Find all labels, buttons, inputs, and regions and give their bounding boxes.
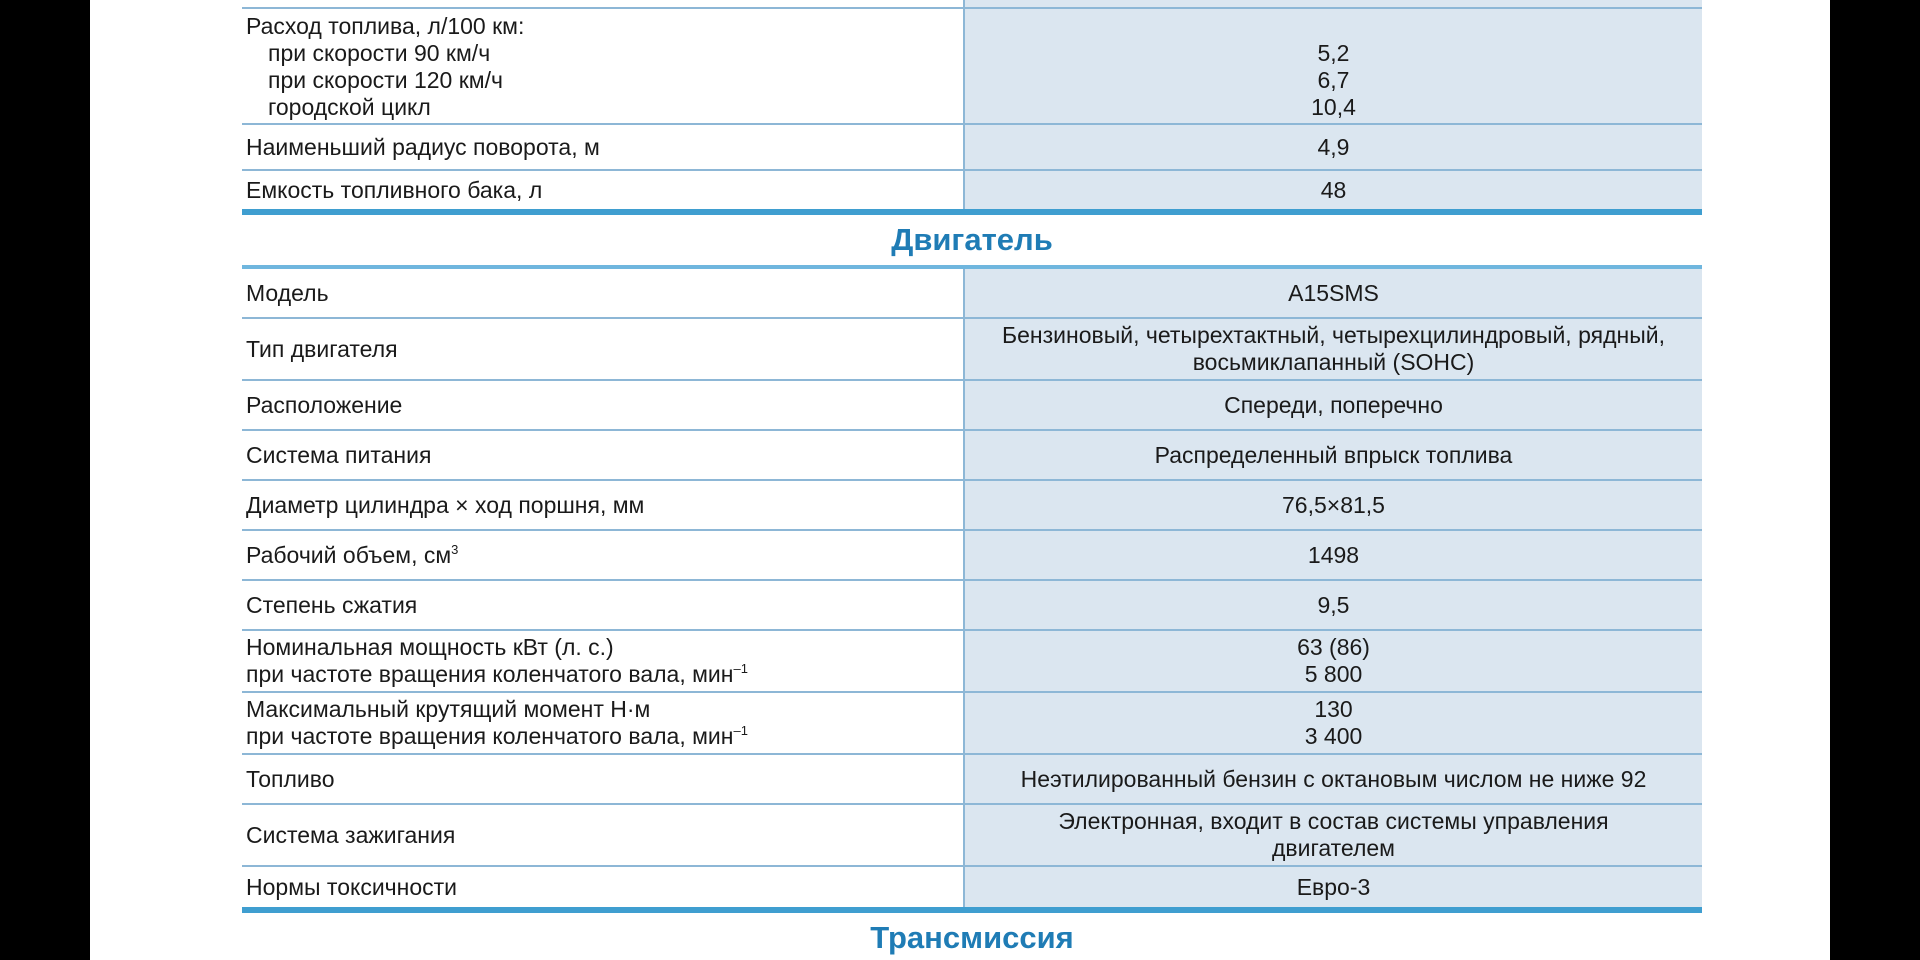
engine-type-value-line-1: Бензиновый, четырехтактный, четырехцилиндровый, рядный, xyxy=(1002,322,1665,348)
section-rule xyxy=(242,209,1702,215)
fuel-consumption-120-value: 6,7 xyxy=(1317,67,1350,93)
fuel-tank-value: 48 xyxy=(963,171,1702,209)
torque-value-line-2: 3 400 xyxy=(1304,723,1363,749)
section-rule xyxy=(242,907,1702,913)
table-row-fuel xyxy=(242,755,1702,803)
table-row-engine-type xyxy=(242,319,1702,379)
fuel-value: Неэтилированный бензин с октановым числом не ниже 92 xyxy=(963,755,1702,803)
fuel-consumption-city-value: 10,4 xyxy=(1311,94,1356,120)
emissions-value: Евро-3 xyxy=(963,867,1702,907)
table-row-power xyxy=(242,631,1702,691)
fuel-consumption-city-label: городской цикл xyxy=(268,94,431,120)
bore-stroke-label: Диаметр цилиндра × ход поршня, мм xyxy=(246,491,645,518)
table-row-fuel-system xyxy=(242,431,1702,479)
table-row-fuel-consumption xyxy=(242,9,1702,123)
ignition-label: Система зажигания xyxy=(246,821,456,848)
fuel-consumption-90-label: при скорости 90 км/ч xyxy=(268,40,491,66)
compression-label: Степень сжатия xyxy=(246,591,418,618)
bore-stroke-value: 76,5×81,5 xyxy=(963,481,1702,529)
power-label-line-2: при частоте вращения коленчатого вала, мин xyxy=(246,661,734,687)
turning-radius-label: Наименьший радиус поворота, м xyxy=(246,133,600,160)
section-title-transmission: Трансмиссия xyxy=(870,920,1074,955)
table-row-layout xyxy=(242,381,1702,429)
fuel-system-value: Распределенный впрыск топлива xyxy=(963,431,1702,479)
table-row-turning-radius xyxy=(242,125,1702,169)
ignition-value-line-1: Электронная, входит в состав системы управления xyxy=(1058,808,1609,834)
ignition-value-line-2: двигателем xyxy=(1272,835,1395,861)
compression-value: 9,5 xyxy=(963,581,1702,629)
fuel-tank-label: Емкость топливного бака, л xyxy=(246,176,543,203)
fuel-system-label: Система питания xyxy=(246,441,432,468)
torque-label-line-2: при частоте вращения коленчатого вала, мин xyxy=(246,723,734,749)
torque-label-line-1: Максимальный крутящий момент Н·м xyxy=(246,696,651,722)
fuel-consumption-90-value: 5,2 xyxy=(1317,40,1350,66)
table-row-torque xyxy=(242,693,1702,753)
layout-label: Расположение xyxy=(246,391,403,418)
displacement-label-sup: 3 xyxy=(451,541,459,557)
fuel-consumption-label: Расход топлива, л/100 км: xyxy=(246,13,525,39)
torque-value-line-1: 130 xyxy=(1314,696,1353,722)
engine-type-label: Тип двигателя xyxy=(246,335,398,362)
model-label: Модель xyxy=(246,279,329,306)
table-row-cut xyxy=(242,0,1702,7)
power-label-sup: –1 xyxy=(733,661,748,676)
displacement-value: 1498 xyxy=(963,531,1702,579)
table-row-displacement xyxy=(242,531,1702,579)
fuel-consumption-120-label: при скорости 120 км/ч xyxy=(268,67,503,93)
table-row-bore-stroke xyxy=(242,481,1702,529)
power-value-line-2: 5 800 xyxy=(1304,661,1363,687)
table-row-ignition xyxy=(242,805,1702,865)
layout-value: Спереди, поперечно xyxy=(963,381,1702,429)
torque-label-sup: –1 xyxy=(733,723,748,738)
emissions-label: Нормы токсичности xyxy=(246,873,458,900)
table-row-emissions xyxy=(242,867,1702,907)
model-value: A15SMS xyxy=(963,269,1702,317)
table-row-fuel-tank xyxy=(242,171,1702,209)
turning-radius-value: 4,9 xyxy=(963,125,1702,169)
engine-type-value-line-2: восьмиклапанный (SOHC) xyxy=(1192,349,1475,375)
document-page xyxy=(90,0,1830,960)
table-row-model xyxy=(242,269,1702,317)
fuel-label: Топливо xyxy=(246,765,335,792)
table-row-compression xyxy=(242,581,1702,629)
displacement-label: Рабочий объем, см xyxy=(246,541,452,568)
section-title-engine: Двигатель xyxy=(891,222,1053,257)
power-value-line-1: 63 (86) xyxy=(1297,634,1370,660)
power-label-line-1: Номинальная мощность кВт (л. с.) xyxy=(246,634,614,660)
